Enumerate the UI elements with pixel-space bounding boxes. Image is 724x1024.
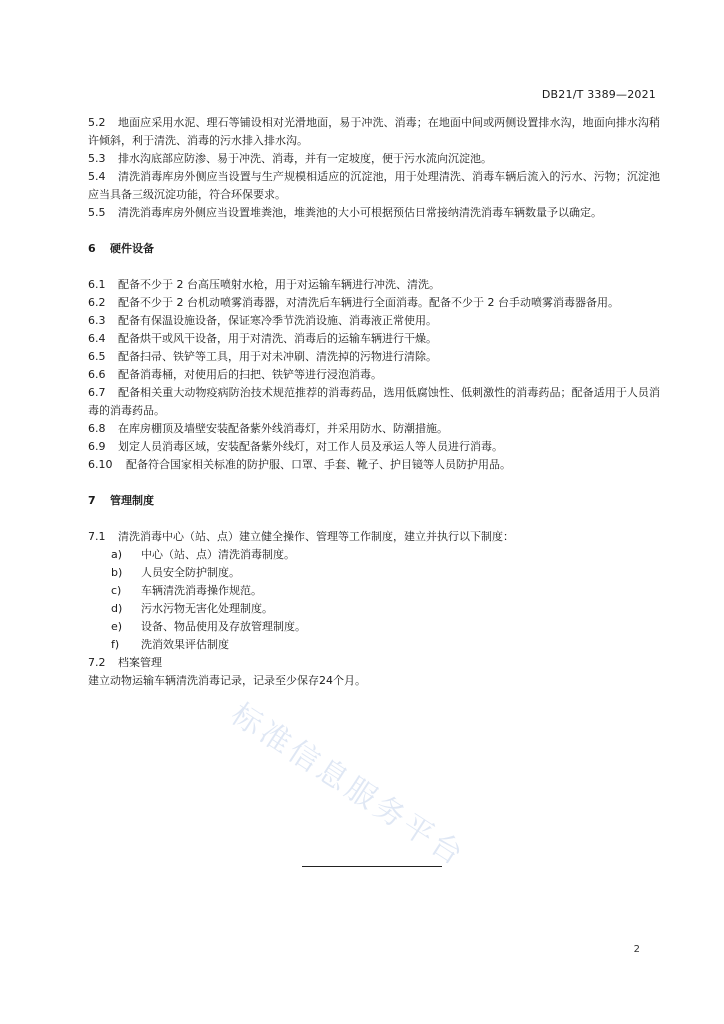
clause-7-1	[88, 528, 660, 546]
clause-6-5	[88, 348, 660, 366]
clause-number: 6.3	[88, 314, 106, 327]
end-rule	[302, 866, 442, 867]
list-item-text: 中心（站、点）清洗消毒制度。	[141, 548, 295, 561]
section-number: 6	[88, 242, 96, 255]
clause-text: 清洗消毒中心（站、点）建立健全操作、管理等工作制度，建立并执行以下制度：	[118, 530, 514, 543]
clause-number: 6.7	[88, 386, 106, 399]
list-item-text: 车辆清洗消毒操作规范。	[141, 584, 262, 597]
list-marker: e)	[111, 620, 123, 633]
list-marker: d)	[111, 602, 123, 615]
clause-5-5	[88, 204, 660, 222]
clause-5-2	[88, 114, 660, 150]
section-number: 7	[88, 494, 96, 507]
clause-number: 6.9	[88, 440, 106, 453]
clause-number: 6.6	[88, 368, 106, 381]
standard-code: DB21/T 3389—2021	[541, 88, 656, 101]
clause-5-4	[88, 168, 660, 204]
list-item-text: 设备、物品使用及存放管理制度。	[141, 620, 306, 633]
list-item-text: 人员安全防护制度。	[141, 566, 240, 579]
clause-6-9	[88, 438, 660, 456]
clause-6-7	[88, 384, 660, 420]
list-marker: f)	[111, 638, 120, 651]
document-body	[88, 114, 660, 690]
list-marker: b)	[111, 566, 123, 579]
clause-title: 档案管理	[118, 656, 162, 669]
clause-text: 清洗消毒库房外侧应当设置堆粪池，堆粪池的大小可根据预估日常接纳清洗消毒车辆数量予以确定。	[118, 206, 602, 219]
section-title: 管理制度	[110, 494, 154, 507]
clause-text: 在库房棚顶及墙壁安装配备紫外线消毒灯，并采用防水、防潮措施。	[118, 422, 448, 435]
clause-number: 6.2	[88, 296, 106, 309]
clause-text: 配备扫帚、铁铲等工具，用于对未冲刷、清洗掉的污物进行清除。	[118, 350, 437, 363]
clause-number: 6.10	[88, 458, 113, 471]
list-marker: a)	[111, 548, 123, 561]
list-item-text: 洗消效果评估制度	[141, 638, 229, 651]
clause-7-2	[88, 654, 660, 672]
clause-number: 7.2	[88, 656, 106, 669]
clause-6-1	[88, 276, 660, 294]
list-item	[88, 582, 660, 600]
clause-text: 地面应采用水泥、理石等铺设相对光滑地面，易于冲洗、消毒；在地面中间或两侧设置排水沟，地面向排水沟稍许倾斜，利于清洗、消毒的污水排入排水沟。	[88, 116, 660, 147]
list-item	[88, 618, 660, 636]
clause-text: 清洗消毒库房外侧应当设置与生产规模相适应的沉淀池，用于处理清洗、消毒车辆后流入的污水、污物；沉淀池应当具备三级沉淀功能，符合环保要求。	[88, 170, 660, 201]
clause-6-10	[88, 456, 660, 474]
list-item	[88, 636, 660, 654]
clause-6-3	[88, 312, 660, 330]
clause-text: 配备符合国家相关标准的防护服、口罩、手套、靴子、护目镜等人员防护用品。	[126, 458, 511, 471]
clause-6-6	[88, 366, 660, 384]
clause-text: 配备不少于 2 台机动喷雾消毒器，对清洗后车辆进行全面消毒。配备不少于 2 台手动喷雾消毒器备用。	[118, 296, 619, 309]
clause-text: 配备烘干或风干设备，用于对清洗、消毒后的运输车辆进行干燥。	[118, 332, 437, 345]
list-item	[88, 564, 660, 582]
clause-6-4	[88, 330, 660, 348]
clause-text: 排水沟底部应防渗、易于冲洗、消毒，并有一定坡度，便于污水流向沉淀池。	[118, 152, 492, 165]
clause-number: 5.5	[88, 206, 106, 219]
clause-text: 配备有保温设施设备，保证寒冷季节洗消设施、消毒液正常使用。	[118, 314, 437, 327]
list-item	[88, 600, 660, 618]
clause-text: 配备消毒桶，对使用后的扫把、铁铲等进行浸泡消毒。	[118, 368, 382, 381]
watermark: 标准信息服务平台	[224, 696, 472, 875]
clause-6-2	[88, 294, 660, 312]
clause-number: 6.1	[88, 278, 106, 291]
section-heading-6	[88, 240, 660, 258]
section-heading-7	[88, 492, 660, 510]
page-number: 2	[633, 944, 640, 955]
clause-number: 6.4	[88, 332, 106, 345]
clause-text: 划定人员消毒区域，安装配备紫外线灯，对工作人员及承运人等人员进行消毒。	[118, 440, 503, 453]
section-title: 硬件设备	[110, 242, 154, 255]
clause-text: 配备相关重大动物疫病防治技术规范推荐的消毒药品，选用低腐蚀性、低刺激性的消毒药品；配备适用于人员消毒的消毒药品。	[88, 386, 660, 417]
clause-text: 配备不少于 2 台高压喷射水枪，用于对运输车辆进行冲洗、清洗。	[118, 278, 440, 291]
clause-number: 5.3	[88, 152, 106, 165]
list-item	[88, 546, 660, 564]
clause-number: 6.8	[88, 422, 106, 435]
clause-6-8	[88, 420, 660, 438]
clause-number: 6.5	[88, 350, 106, 363]
list-item-text: 污水污物无害化处理制度。	[141, 602, 273, 615]
clause-5-3	[88, 150, 660, 168]
clause-number: 7.1	[88, 530, 106, 543]
clause-7-2-body: 建立动物运输车辆清洗消毒记录，记录至少保存24个月。	[88, 674, 366, 687]
clause-number: 5.4	[88, 170, 106, 183]
list-marker: c)	[111, 584, 122, 597]
clause-number: 5.2	[88, 116, 106, 129]
